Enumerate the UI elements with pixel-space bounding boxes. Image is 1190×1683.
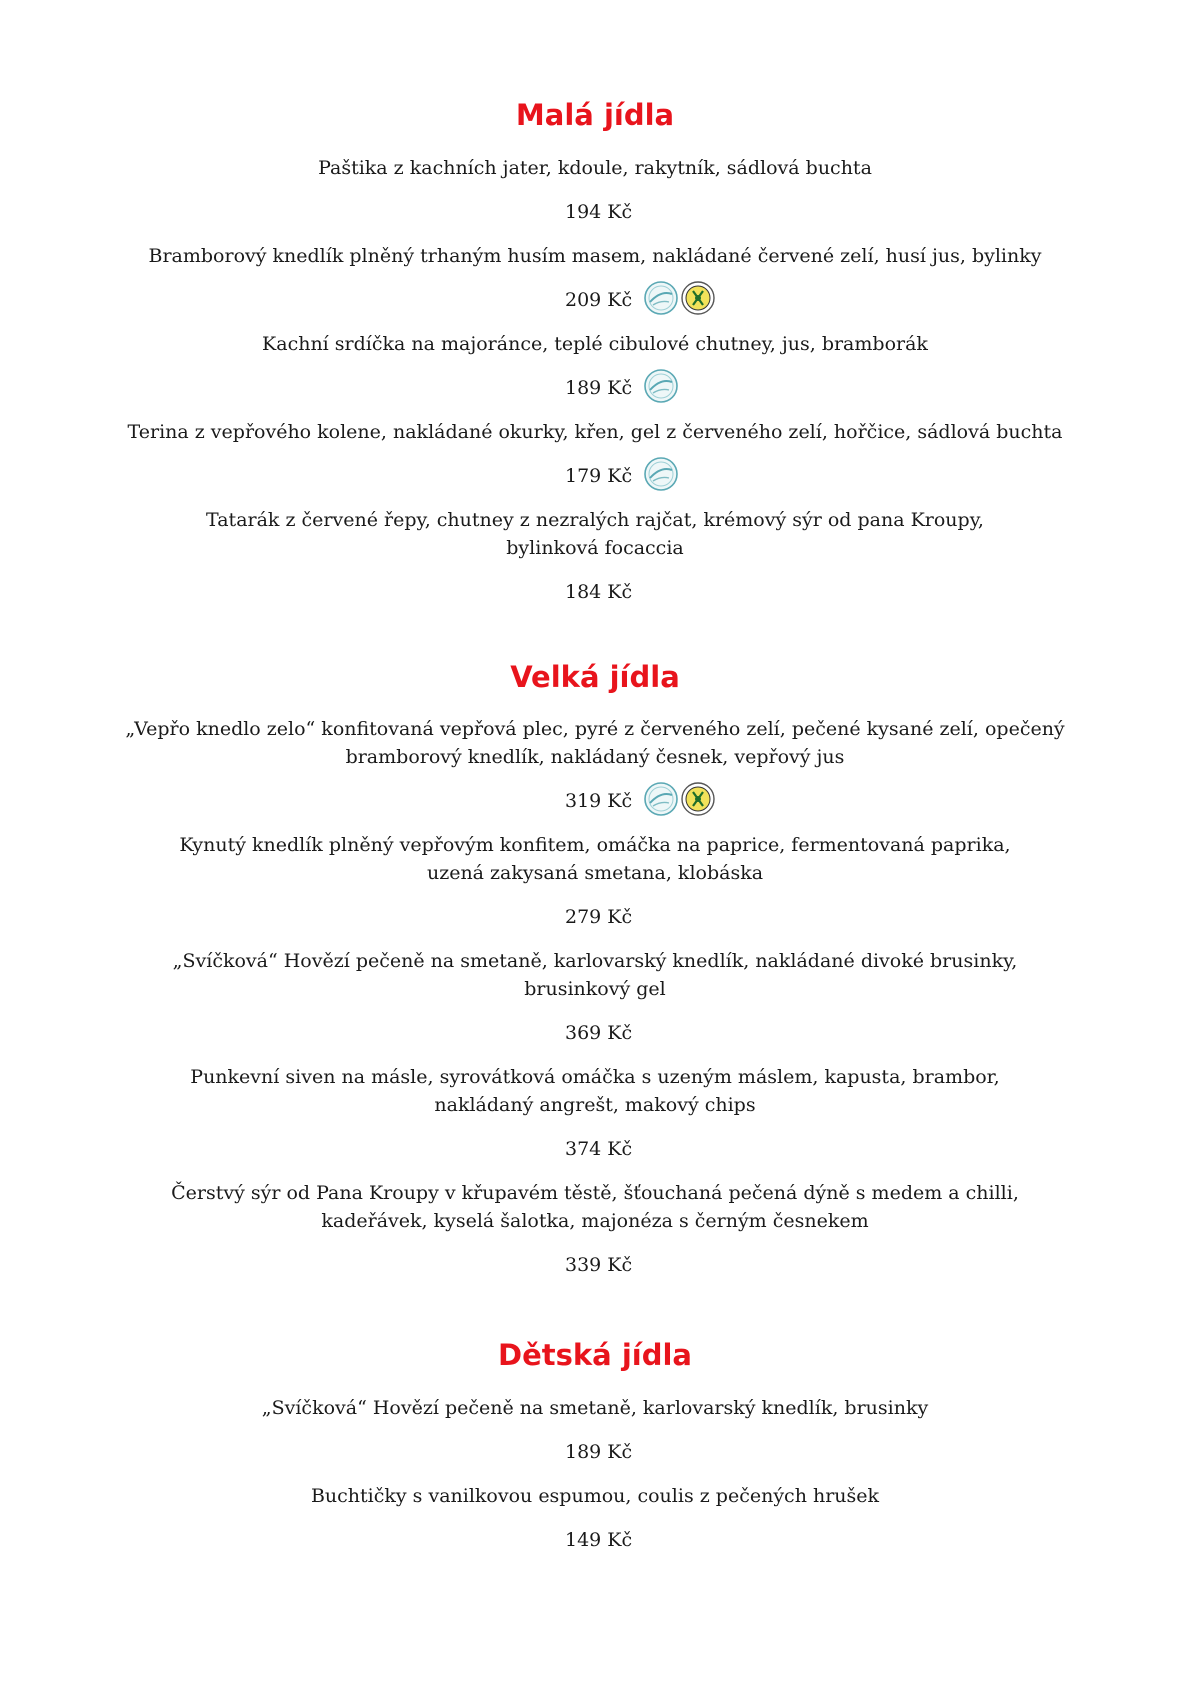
- menu-item-price: 209 Kč: [565, 289, 633, 311]
- description-line: „Svíčková“ Hovězí pečeně na smetaně, karlovarský knedlík, nakládané divoké brusinky,: [172, 950, 1018, 972]
- menu-item-description: [120, 506, 1070, 562]
- menu-item-price-row: [0, 572, 1190, 612]
- section-heading-mala-jidla: Malá jídla: [515, 98, 675, 132]
- menu-item-price-row: [0, 1245, 1190, 1285]
- menu-item-price: 319 Kč: [565, 790, 633, 812]
- menu-item-price-row: [0, 456, 1190, 496]
- regional-seal-icon: [643, 781, 679, 817]
- menu-item-description: „Svíčková“ Hovězí pečeně na smetaně, karlovarský knedlík, brusinky: [261, 1397, 929, 1419]
- regional-seal-icon: [643, 280, 679, 316]
- menu-item-price-row: [0, 781, 1190, 821]
- menu-item-price: 189 Kč: [565, 377, 633, 399]
- description-line: bramborový knedlík, nakládaný česnek, vepřový jus: [345, 746, 845, 768]
- menu-item-description: Buchtičky s vanilkovou espumou, coulis z pečených hrušek: [310, 1485, 880, 1507]
- menu-item-description: [120, 831, 1070, 887]
- menu-item-price-row: [0, 1520, 1190, 1560]
- menu-item-description: [120, 1063, 1070, 1119]
- menu-item-price: 279 Kč: [565, 906, 633, 928]
- description-line: uzená zakysaná smetana, klobáska: [426, 862, 764, 884]
- menu-item-description: [120, 947, 1070, 1003]
- section-heading-velka-jidla: Velká jídla: [510, 660, 680, 694]
- description-line: brusinkový gel: [524, 978, 666, 1000]
- regional-seal-icon: [643, 368, 679, 404]
- menu-item-description: [120, 1179, 1070, 1235]
- menu-item-price: 179 Kč: [565, 465, 633, 487]
- menu-item-description: Kachní srdíčka na majoránce, teplé cibulové chutney, jus, bramborák: [262, 333, 928, 355]
- description-line: Punkevní siven na másle, syrovátková omáčka s uzeným máslem, kapusta, brambor,: [190, 1066, 1000, 1088]
- description-line: bylinková focaccia: [506, 537, 684, 559]
- menu-item-description: Bramborový knedlík plněný trhaným husím masem, nakládané červené zelí, husí jus, bylinky: [148, 245, 1042, 267]
- menu-item-price: 189 Kč: [565, 1441, 633, 1463]
- menu-item-price-row: [0, 280, 1190, 320]
- description-line: „Vepřo knedlo zelo“ konfitovaná vepřová plec, pyré z červeného zelí, pečené kysané zelí, opečený: [125, 718, 1065, 740]
- menu-item-price: 369 Kč: [565, 1022, 633, 1044]
- menu-item-price-row: [0, 1129, 1190, 1169]
- menu-item-price-row: [0, 1013, 1190, 1053]
- menu-item-price: 194 Kč: [565, 201, 633, 223]
- menu-item-price: 184 Kč: [565, 581, 633, 603]
- description-line: nakládaný angrešt, makový chips: [434, 1094, 756, 1116]
- regional-seal-icon: [643, 456, 679, 492]
- description-line: Tatarák z červené řepy, chutney z nezralých rajčat, krémový sýr od pana Kroupy,: [206, 509, 984, 531]
- section-heading-detska-jidla: Dětská jídla: [498, 1338, 692, 1372]
- menu-item-price-row: [0, 897, 1190, 937]
- menu-item-description: Paštika z kachních jater, kdoule, rakytník, sádlová buchta: [318, 157, 872, 179]
- menu-item-price-row: [0, 1432, 1190, 1472]
- certified-seal-icon: [680, 280, 716, 316]
- description-line: Kynutý knedlík plněný vepřovým konfitem, omáčka na paprice, fermentovaná paprika,: [179, 834, 1011, 856]
- menu-item-description: Terina z vepřového kolene, nakládané okurky, křen, gel z červeného zelí, hořčice, sádlová buchta: [127, 421, 1063, 443]
- menu-item-price: 339 Kč: [565, 1254, 633, 1276]
- menu-item-price: 374 Kč: [565, 1138, 633, 1160]
- certified-seal-icon: [680, 781, 716, 817]
- menu-item-price-row: [0, 368, 1190, 408]
- description-line: Čerstvý sýr od Pana Kroupy v křupavém těstě, šťouchaná pečená dýně s medem a chilli,: [171, 1182, 1019, 1204]
- menu-item-price: 149 Kč: [565, 1529, 633, 1551]
- menu-item-price-row: [0, 192, 1190, 232]
- menu-item-description: [120, 715, 1070, 771]
- description-line: kadeřávek, kyselá šalotka, majonéza s černým česnekem: [321, 1210, 869, 1232]
